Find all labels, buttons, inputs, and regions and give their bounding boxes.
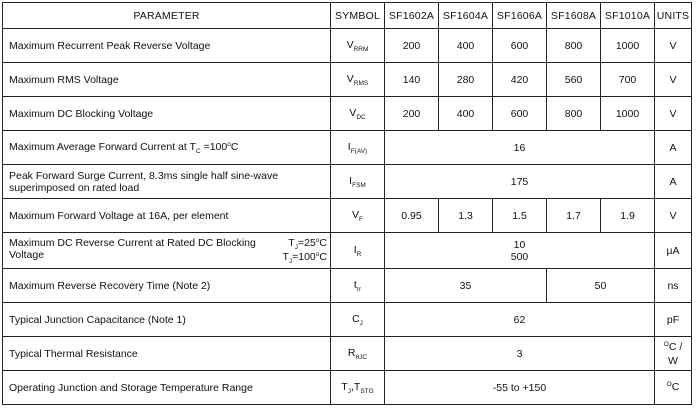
param-text: T [288,236,295,249]
table-row [3,131,692,165]
value-cell: 600 [493,29,547,63]
symbol-cell [331,337,385,371]
value-text: 10 [513,238,526,251]
value-cell: 62 [385,303,655,337]
value-cell: 1.5 [493,199,547,233]
param-text: Peak Forward Surge Current, 8.3ms single half sine-wave [9,169,279,182]
param-label: Typical Junction Capacitance (Note 1) [3,303,331,337]
value-cell: 35 [385,269,547,303]
symbol-subscript: F [359,215,363,223]
symbol-cell [331,29,385,63]
degree-symbol: o [315,236,320,244]
param-text: T [282,250,289,263]
degree-symbol: O [663,340,669,348]
symbol-letter: I [347,140,351,153]
value-cell: 1000 [601,29,655,63]
symbol-subscript: rr [356,285,362,293]
symbol-cell [331,269,385,303]
param-label: Maximum DC Blocking Voltage [3,97,331,131]
value-cell: 50 [547,269,655,303]
symbol-subscript: FSM [352,181,366,189]
param-text: Voltage [9,248,45,261]
symbol-subscript: θJC [355,353,368,361]
param-text: C [319,236,327,249]
value-cell: 420 [493,63,547,97]
symbol-subscript: J [359,319,363,327]
unit-text: C / [668,340,683,353]
symbol-letter: V [346,38,354,51]
symbol-cell [331,303,385,337]
header-parameter: PARAMETER [3,3,331,29]
symbol-letter: T [341,380,348,393]
param-label [3,131,331,165]
unit-cell: V [655,29,692,63]
value-cell: 200 [385,29,439,63]
param-text: C [319,250,327,263]
header-units: UNITS [655,3,692,29]
value-cell: 1000 [601,97,655,131]
table-row [3,199,692,233]
symbol-letter: I [349,174,353,187]
value-cell: 3 [385,337,655,371]
param-text: =100 [292,250,316,263]
param-label: Maximum RMS Voltage [3,63,331,97]
degree-symbol: o [315,250,320,258]
unit-text: C [671,380,680,393]
degree-symbol: o [227,140,231,148]
unit-cell: µA [655,233,692,269]
symbol-letter: C [352,312,360,325]
symbol-cell [331,131,385,165]
unit-line [655,341,691,355]
param-text: superimposed on rated load [9,181,140,194]
value-cell [385,233,655,269]
header-part-3: SF1606A [493,3,547,29]
unit-cell: A [655,131,692,165]
param-text: =100 [200,140,228,153]
symbol-subscript: F(AV) [350,147,368,155]
header-part-4: SF1608A [547,3,601,29]
value-cell: 400 [439,97,493,131]
param-label [3,233,331,269]
symbol-cell [331,371,385,405]
value-cell: -55 to +150 [385,371,655,405]
param-subscript: J [294,243,298,251]
param-label: Maximum Forward Voltage at 16A, per element [3,199,331,233]
table-row [3,303,692,337]
symbol-letter: V [346,72,354,85]
temperature-conditions [282,237,327,265]
symbol-letter: ,T [350,380,361,393]
table-row [3,371,692,405]
value-cell: 400 [439,29,493,63]
param-text: Maximum Average Forward Current at T [9,140,196,153]
symbol-subscript: R [356,250,362,258]
header-row [3,3,692,29]
table-row [3,165,692,199]
value-cell: 280 [439,63,493,97]
param-label: Typical Thermal Resistance [3,337,331,371]
symbol-letter: V [349,106,357,119]
symbol-subscript: RMS [353,79,369,87]
value-cell: 1.9 [601,199,655,233]
table-row [3,29,692,63]
param-label: Operating Junction and Storage Temperature Range [3,371,331,405]
ratings-table [2,2,692,405]
unit-cell [655,371,692,405]
table-row [3,233,692,269]
value-cell: 700 [601,63,655,97]
value-cell: 560 [547,63,601,97]
value-cell: 800 [547,97,601,131]
header-part-5: SF1010A [601,3,655,29]
header-symbol: SYMBOL [331,3,385,29]
ratings-table-sheet [2,2,692,405]
value-cell: 1.7 [547,199,601,233]
symbol-cell [331,165,385,199]
param-label: Maximum Recurrent Peak Reverse Voltage [3,29,331,63]
table-row [3,63,692,97]
unit-cell: V [655,199,692,233]
symbol-subscript: DC [356,113,366,121]
value-cell: 16 [385,131,655,165]
param-subscript: J [288,257,293,265]
value-cell: 175 [385,165,655,199]
symbol-cell [331,63,385,97]
value-cell: 800 [547,29,601,63]
symbol-letter: V [352,208,360,221]
symbol-subscript: J [347,387,351,395]
value-cell: 200 [385,97,439,131]
symbol-subscript: RRM [353,45,369,53]
symbol-letter: I [353,243,357,256]
value-cell: 140 [385,63,439,97]
value-text: 500 [510,250,529,263]
value-cell: 1.3 [439,199,493,233]
unit-cell: pF [655,303,692,337]
symbol-letter: t [353,278,357,291]
param-label: Maximum Reverse Recovery Time (Note 2) [3,269,331,303]
table-row [3,269,692,303]
degree-symbol: O [666,380,672,388]
condition-25c [282,237,327,251]
table-row [3,337,692,371]
table-row [3,97,692,131]
value-cell: 0.95 [385,199,439,233]
unit-cell: V [655,63,692,97]
header-part-2: SF1604A [439,3,493,29]
unit-cell: ns [655,269,692,303]
header-part-1: SF1602A [385,3,439,29]
symbol-cell [331,97,385,131]
param-text: C [230,140,239,153]
param-subscript: C [195,147,201,155]
param-label [3,165,331,199]
symbol-cell [331,233,385,269]
unit-cell: A [655,165,692,199]
value-cell: 600 [493,97,547,131]
unit-cell [655,337,692,371]
symbol-cell [331,199,385,233]
symbol-subscript: STG [360,387,374,395]
condition-100c [282,251,327,265]
symbol-letter: R [347,346,356,359]
unit-text: W [668,354,678,367]
param-text: Maximum DC Reverse Current at Rated DC Blocking [9,236,256,249]
param-text: =25 [297,236,316,249]
unit-cell: V [655,97,692,131]
